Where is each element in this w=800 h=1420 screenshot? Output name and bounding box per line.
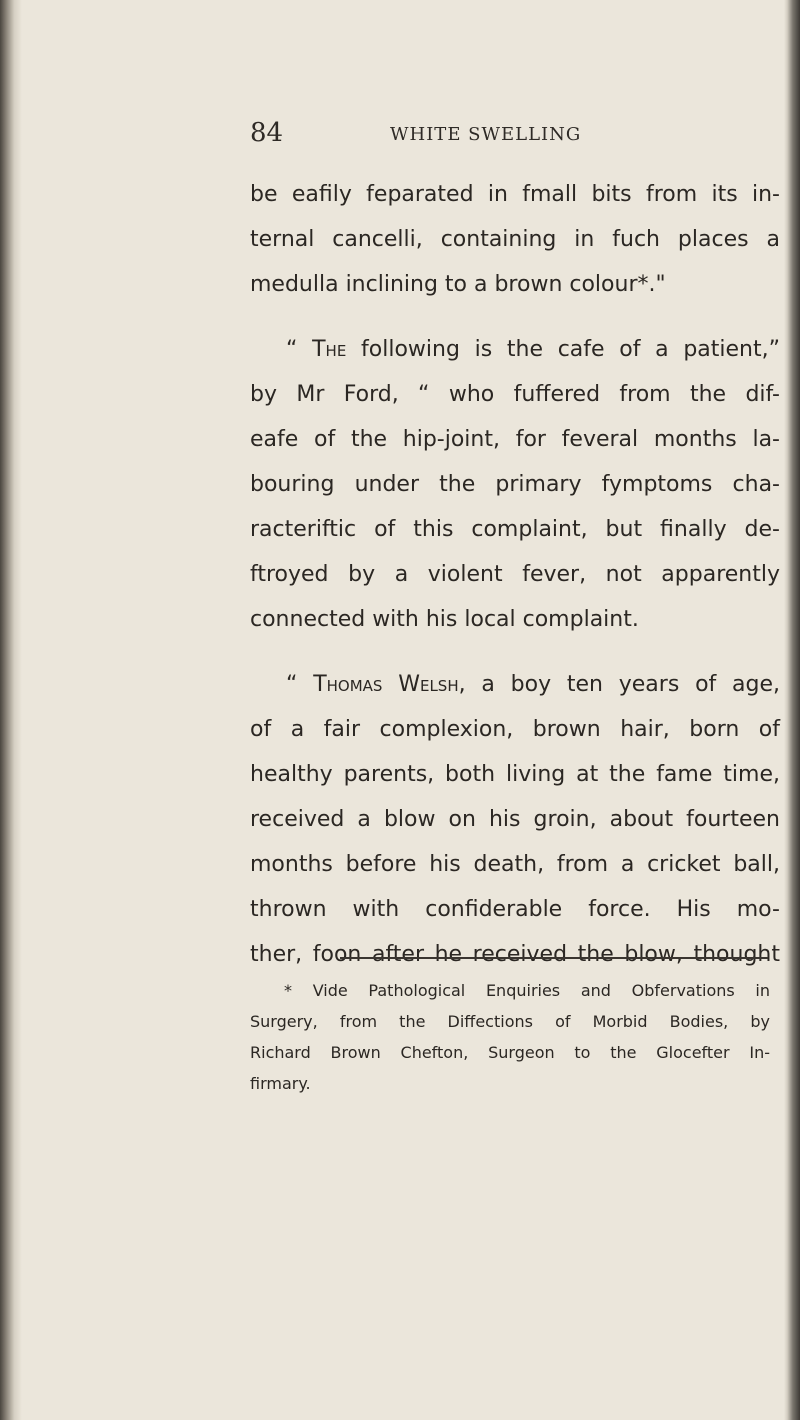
- text-line: ftroyed by a violent fever, not apparently: [250, 562, 780, 587]
- text-line: connected with his local complaint.: [250, 607, 639, 632]
- text-line: by Mr Ford, “ who fuffered from the dif-: [250, 382, 780, 407]
- text-line: healthy parents, both living at the fame time,: [250, 762, 780, 787]
- text-line: thrown with confiderable force. His mo-: [250, 897, 780, 922]
- paragraph-first-line: “ The following is the cafe of a patient,”: [286, 337, 781, 362]
- text-line: months before his death, from a cricket ball,: [250, 852, 780, 877]
- page-number: 84: [250, 118, 284, 148]
- text-line: eafe of the hip-joint, for feveral months la-: [250, 427, 780, 452]
- footnote-rule: [340, 957, 768, 959]
- text-line: ternal cancelli, containing in fuch places a: [250, 227, 780, 252]
- footnote-line: Surgery, from the Diffections of Morbid Bodies, by: [250, 1012, 770, 1031]
- text-line: received a blow on his groin, about fourteen: [250, 807, 780, 832]
- text-line: of a fair complexion, brown hair, born of: [250, 717, 780, 742]
- footnote-line: firmary.: [250, 1074, 311, 1093]
- body-text: [250, 172, 780, 977]
- small-caps-name: Thomas Welsh,: [313, 672, 466, 697]
- footnote: [250, 975, 770, 1099]
- footnote-line: * Vide Pathological Enquiries and Obfervations in: [284, 981, 770, 1000]
- text-line: racteriftic of this complaint, but finally de-: [250, 517, 780, 542]
- text-line: bouring under the primary fymptoms cha-: [250, 472, 780, 497]
- small-caps-word: The: [312, 337, 347, 362]
- footnote-line: Richard Brown Chefton, Surgeon to the Glocefter In-: [250, 1043, 770, 1062]
- text-line: be eafily feparated in fmall bits from its in-: [250, 182, 780, 207]
- running-head: WHITE SWELLING: [390, 124, 582, 145]
- text-line: medulla inclining to a brown colour*.": [250, 272, 666, 297]
- paragraph-first-line: “ Thomas Welsh, a boy ten years of age,: [286, 672, 781, 697]
- text-line: ther, foon after he received the blow, thought: [250, 942, 780, 967]
- page-header: [250, 118, 670, 158]
